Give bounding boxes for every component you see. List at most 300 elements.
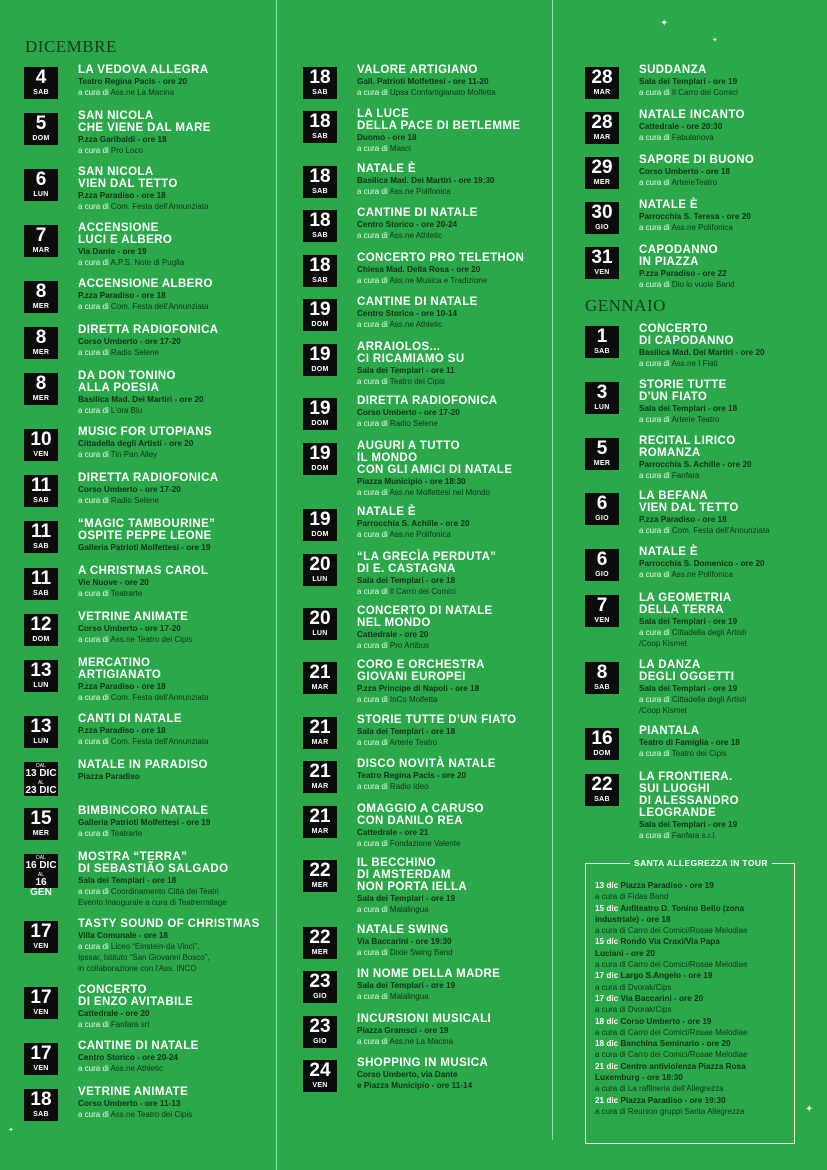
event-body bbox=[357, 968, 563, 1002]
date-day: 18 bbox=[309, 67, 331, 88]
date-weekday: MER bbox=[32, 395, 50, 403]
date-weekday: MAR bbox=[593, 134, 611, 141]
curator-name: Cittadella degli Artisti bbox=[671, 694, 747, 704]
event-title: NATALE IN PARADISO bbox=[78, 758, 208, 771]
curator-name: Pro Loco bbox=[110, 146, 143, 156]
event-place: Sala dei Templari - ore 19 bbox=[357, 894, 456, 904]
event-body bbox=[357, 714, 563, 748]
curator-name: Teatro dei Cipis bbox=[389, 376, 445, 386]
curator-name: Ass.ne Musica e Tradizione bbox=[389, 275, 488, 285]
tour-curator bbox=[595, 959, 788, 970]
event-body bbox=[357, 758, 563, 792]
tour-curator bbox=[595, 1083, 788, 1094]
event-curator bbox=[78, 588, 284, 599]
event-curator bbox=[357, 737, 563, 748]
date-day: 19 bbox=[309, 509, 331, 531]
date-day: 3 bbox=[596, 381, 608, 403]
curator-name: Ass.ne Athletic bbox=[389, 231, 442, 241]
curator-prefix: a cura di bbox=[595, 1084, 626, 1094]
curator-name: Com. Festa dell'Annunziata bbox=[110, 202, 209, 212]
event-note: Evento Inaugurale a cura di Teatrermitage bbox=[78, 897, 227, 907]
curator-prefix: a cura di bbox=[78, 258, 109, 268]
event-curator bbox=[357, 87, 563, 98]
curator-prefix: a cura di bbox=[357, 231, 388, 241]
curator-name: ArterieTeatro bbox=[671, 178, 718, 187]
date-weekday: SAB bbox=[594, 348, 610, 355]
curator-prefix: a cura di bbox=[357, 640, 388, 650]
date-weekday: SAB bbox=[33, 89, 49, 96]
curator-prefix: a cura di bbox=[639, 694, 670, 704]
event-title: DI ALESSANDRO bbox=[639, 795, 739, 807]
date-box bbox=[303, 860, 337, 892]
curator-prefix: a cura di bbox=[357, 947, 388, 957]
event-title: CANTINE DI NATALE bbox=[357, 296, 478, 309]
curator-name: Ass.ne Polifonica bbox=[389, 530, 451, 540]
curator-name: Fanfara bbox=[671, 470, 700, 480]
date-weekday: VEN bbox=[33, 451, 49, 459]
curator-name: Malalingua bbox=[389, 905, 429, 915]
tour-date: 17 dic bbox=[595, 971, 619, 981]
date-box bbox=[585, 549, 619, 581]
curator-name: Com. Festa dell'Annunziata bbox=[110, 302, 209, 312]
event-body bbox=[639, 435, 827, 481]
event-title: LA LUCE bbox=[357, 108, 410, 121]
event-body bbox=[357, 207, 563, 241]
event-curator bbox=[78, 941, 284, 952]
curator-prefix: a cura di bbox=[357, 275, 388, 285]
date-day: 17 bbox=[30, 1042, 52, 1064]
date-box bbox=[303, 443, 337, 475]
date-box bbox=[24, 854, 58, 898]
curator-name: Com. Festa dell'Annunziata bbox=[671, 526, 770, 536]
event-body bbox=[78, 110, 284, 156]
date-day: 17 bbox=[30, 920, 52, 942]
date-weekday: GIO bbox=[595, 571, 609, 578]
event-title: ARRAIOLOS... bbox=[357, 340, 441, 353]
date-day: 8 bbox=[596, 661, 608, 683]
curator-prefix: a cura di bbox=[639, 831, 670, 840]
curator-prefix: a cura di bbox=[357, 320, 388, 330]
event-body bbox=[78, 611, 284, 645]
event-curator bbox=[357, 991, 563, 1002]
event-title: DI E. CASTAGNA bbox=[357, 562, 456, 575]
event-place: Teatro di Famiglia - ore 18 bbox=[639, 738, 740, 748]
event-curator bbox=[357, 781, 563, 792]
event-body bbox=[78, 324, 284, 358]
date-weekday: VEN bbox=[33, 942, 49, 950]
curator-prefix: a cura di bbox=[595, 982, 626, 992]
date-day: 11 bbox=[30, 521, 52, 543]
event-title: NATALE SWING bbox=[357, 923, 449, 936]
event-place: Sala dei Templari - ore 19 bbox=[639, 77, 738, 86]
curator-name: Fabulanova bbox=[671, 133, 714, 142]
date-box bbox=[24, 1089, 58, 1121]
event-place: Corso Umberto - ore 18 bbox=[639, 167, 730, 176]
event-note: /Coop Kismet bbox=[639, 705, 688, 715]
date-day: 28 bbox=[591, 112, 613, 133]
curator-name: Teatrarte bbox=[110, 588, 143, 598]
event-title: CHE VIENE DAL MARE bbox=[78, 122, 211, 135]
date-box bbox=[24, 660, 58, 692]
curator-prefix: a cura di bbox=[78, 302, 109, 312]
tour-line bbox=[595, 903, 788, 914]
curator-name: Ass.ne Athletic bbox=[389, 320, 442, 330]
date-box bbox=[24, 475, 58, 507]
date-day: 7 bbox=[35, 225, 47, 247]
event-curator bbox=[639, 830, 827, 841]
date-day: 21 bbox=[309, 805, 331, 827]
tour-date: 17 dic bbox=[595, 993, 619, 1003]
date-box bbox=[303, 1016, 337, 1048]
tour-curator bbox=[595, 1049, 788, 1060]
tour-date: 21 dic bbox=[595, 1061, 619, 1071]
date-weekday: MER bbox=[32, 303, 50, 311]
tour-line bbox=[595, 1061, 788, 1072]
event-curator bbox=[639, 414, 827, 425]
curator-prefix: a cura di bbox=[639, 178, 670, 187]
event-place: Sala dei Templari - ore 19 bbox=[639, 683, 738, 693]
event-title: NATALE È bbox=[639, 546, 698, 558]
curator-prefix: a cura di bbox=[78, 1063, 109, 1073]
event-title: CONCERTO bbox=[78, 983, 147, 996]
event-curator bbox=[357, 838, 563, 849]
month-heading-january: GENNAIO bbox=[585, 296, 666, 315]
event-place: Corso Umberto - ore 17-20 bbox=[78, 623, 181, 633]
event-place: Piazza Paradiso bbox=[78, 771, 140, 781]
date-box bbox=[303, 971, 337, 1003]
event-title: LA GEOMETRIA bbox=[639, 591, 732, 604]
event-body bbox=[357, 924, 563, 958]
event-body bbox=[78, 278, 284, 312]
curator-prefix: a cura di bbox=[639, 749, 670, 759]
curator-prefix: a cura di bbox=[595, 960, 626, 970]
event-body bbox=[357, 506, 563, 540]
date-box bbox=[24, 921, 58, 953]
date-day: 19 bbox=[309, 299, 331, 321]
date-day: 18 bbox=[309, 165, 331, 187]
event-place: Sala dei Templari - ore 11 bbox=[357, 365, 455, 375]
curator-name: Dio lo vuole Band bbox=[671, 280, 735, 289]
event-body bbox=[78, 166, 284, 212]
tour-box bbox=[585, 858, 795, 1144]
event-place: Via Baccarini - ore 19:30 bbox=[357, 936, 452, 946]
event-body bbox=[78, 805, 284, 839]
event-curator bbox=[357, 418, 563, 429]
tour-title: SANTA ALLEGREZZA IN TOUR bbox=[630, 857, 772, 869]
event-title: BIMBINCORO NATALE bbox=[78, 804, 209, 817]
date-day: 13 bbox=[30, 715, 52, 737]
curator-name: Ass.ne Polifonica bbox=[389, 186, 451, 196]
date-day: 18 bbox=[309, 210, 331, 232]
tour-curator bbox=[595, 982, 788, 993]
event-title: IN NOME DELLA MADRE bbox=[357, 968, 501, 981]
event-title: SAN NICOLA bbox=[78, 166, 154, 179]
month-heading-december: DICEMBRE bbox=[25, 37, 117, 56]
event-place: Corso Umberto - ore 11-13 bbox=[78, 1099, 181, 1108]
curator-prefix: a cura di bbox=[357, 737, 388, 747]
event-title: DISCO NOVITÀ NATALE bbox=[357, 758, 496, 771]
curator-name: Pro Artibus bbox=[389, 640, 430, 650]
curator-name: Ass.ne Polifonica bbox=[671, 223, 733, 232]
curator-prefix: a cura di bbox=[595, 892, 626, 902]
event-curator bbox=[78, 828, 284, 839]
date-day: 29 bbox=[591, 157, 613, 178]
curator-prefix: a cura di bbox=[78, 450, 109, 460]
event-place: e Piazza Municipio - ore 11-14 bbox=[357, 1081, 473, 1090]
event-body bbox=[357, 341, 563, 387]
event-title: NEL MONDO bbox=[357, 616, 431, 629]
event-title: DI ENZO AVITABILE bbox=[78, 995, 194, 1008]
event-curator bbox=[357, 586, 563, 597]
event-title: DELLA TERRA bbox=[639, 603, 725, 616]
event-place: P.zza Paradiso - ore 18 bbox=[78, 681, 166, 691]
curator-prefix: a cura di bbox=[78, 1019, 109, 1029]
date-range-to-label: AL bbox=[37, 871, 45, 878]
curator-prefix: a cura di bbox=[78, 692, 109, 702]
tour-line bbox=[595, 1095, 788, 1106]
event-title: NATALE INCANTO bbox=[639, 109, 745, 121]
date-weekday: DOM bbox=[311, 464, 329, 472]
event-place: Basilica Mad. Dei Martiri - ore 20 bbox=[78, 395, 204, 405]
curator-prefix: a cura di bbox=[357, 88, 388, 97]
date-weekday: VEN bbox=[33, 1064, 49, 1072]
event-body bbox=[78, 657, 284, 703]
date-range-start: 16 DIC bbox=[25, 859, 57, 871]
curator-name: Com. Festa dell'Annunziata bbox=[110, 736, 209, 746]
curator-prefix: a cura di bbox=[78, 588, 109, 598]
event-place: Vie Nuove - ore 20 bbox=[78, 577, 149, 587]
tour-curator bbox=[595, 1027, 788, 1038]
date-day: 18 bbox=[30, 1089, 52, 1110]
date-weekday: GIO bbox=[313, 1037, 327, 1045]
tour-list bbox=[586, 880, 788, 1117]
event-title: VIEN DAL TETTO bbox=[639, 502, 739, 515]
event-note: in collaborazione con l'Ass. INCO bbox=[78, 963, 197, 973]
date-box bbox=[303, 927, 337, 959]
curator-prefix: a cura di bbox=[78, 88, 109, 97]
event-place: P.zza Paradiso - ore 18 bbox=[78, 191, 166, 201]
event-curator bbox=[639, 470, 827, 481]
date-weekday: DOM bbox=[311, 365, 329, 373]
event-curator bbox=[639, 694, 827, 705]
event-place: Piazza Gramsci - ore 19 bbox=[357, 1025, 449, 1035]
event-place: Cattedrale - ore 20 bbox=[357, 629, 429, 639]
date-weekday: DOM bbox=[311, 420, 329, 428]
date-day: 13 bbox=[30, 659, 52, 681]
curator-prefix: a cura di bbox=[78, 348, 109, 358]
event-title: MUSIC FOR UTOPIANS bbox=[78, 426, 213, 439]
curator-prefix: a cura di bbox=[357, 695, 388, 705]
curator-name: Ass.ne La Macina bbox=[110, 88, 175, 97]
event-title: RECITAL LIRICO bbox=[639, 434, 736, 447]
curator-name: Radio Selene bbox=[110, 348, 159, 358]
date-day: 8 bbox=[35, 327, 47, 349]
date-day: 10 bbox=[30, 429, 52, 451]
date-box bbox=[585, 595, 619, 627]
event-title: SAPORE DI BUONO bbox=[639, 154, 755, 166]
event-place: Corso Umberto, via Dante bbox=[357, 1070, 458, 1079]
date-day: 17 bbox=[30, 986, 52, 1008]
event-place: Centro Storico - ore 20-24 bbox=[78, 1052, 179, 1062]
curator-name: Arterie Teatro bbox=[389, 737, 438, 747]
date-weekday: GIO bbox=[595, 224, 609, 231]
event-title: IN PIAZZA bbox=[639, 256, 699, 268]
curator-prefix: a cura di bbox=[357, 1036, 388, 1046]
date-day: 6 bbox=[35, 169, 47, 191]
event-title: CONCERTO DI NATALE bbox=[357, 604, 493, 617]
event-body bbox=[639, 592, 827, 649]
date-box bbox=[24, 762, 58, 796]
event-body bbox=[78, 565, 284, 599]
event-title: OSPITE PEPPE LEONE bbox=[78, 530, 212, 543]
event-curator bbox=[78, 886, 284, 897]
event-place: Basilica Mad. Dei Martiri - ore 20 bbox=[639, 348, 765, 357]
event-place: Parrocchia S. Teresa - ore 20 bbox=[639, 212, 751, 221]
event-curator bbox=[357, 640, 563, 651]
date-box bbox=[585, 202, 619, 234]
event-body bbox=[78, 222, 284, 268]
date-weekday: MER bbox=[32, 349, 50, 357]
event-body bbox=[78, 713, 284, 747]
date-weekday: MER bbox=[593, 179, 611, 186]
event-title: SAN NICOLA bbox=[78, 110, 154, 123]
tour-place: Largo S.Angelo - ore 19 bbox=[620, 971, 713, 981]
event-place: Sala dei Templari - ore 19 bbox=[639, 820, 738, 829]
event-title: DA DON TONINO bbox=[78, 370, 176, 383]
date-day: 22 bbox=[309, 926, 331, 948]
date-box bbox=[585, 157, 619, 189]
curator-name: Carro dei Comici/Rosae Melodiae bbox=[627, 926, 748, 936]
date-day: 20 bbox=[309, 553, 331, 575]
date-box bbox=[585, 662, 619, 694]
date-box bbox=[585, 774, 619, 806]
event-place: Gall. Patrioti Molfettesi - ore 11-20 bbox=[357, 77, 489, 86]
curator-prefix: a cura di bbox=[78, 146, 109, 156]
date-box bbox=[24, 429, 58, 461]
event-place: Cattedrale - ore 20:30 bbox=[639, 122, 723, 131]
date-box bbox=[585, 112, 619, 144]
curator-prefix: a cura di bbox=[595, 1106, 626, 1116]
event-curator bbox=[78, 145, 284, 156]
date-day: 5 bbox=[35, 113, 47, 135]
star-decoration: ✦ bbox=[8, 1127, 14, 1134]
date-day: 24 bbox=[309, 1060, 331, 1081]
date-day: 22 bbox=[591, 774, 613, 795]
event-place: Duomo - ore 18 bbox=[357, 133, 417, 143]
date-weekday: LUN bbox=[33, 737, 49, 745]
date-weekday: MER bbox=[311, 948, 329, 956]
event-body bbox=[639, 490, 827, 536]
date-weekday: LUN bbox=[33, 681, 49, 689]
event-body bbox=[357, 252, 563, 286]
event-body bbox=[357, 659, 563, 705]
event-title: AUGURI A TUTTO bbox=[357, 439, 460, 452]
curator-name: Liceo “Einstein-da Vinci”, bbox=[110, 941, 200, 951]
event-body bbox=[357, 296, 563, 330]
event-title: CORO E ORCHESTRA bbox=[357, 659, 485, 672]
date-weekday: VEN bbox=[594, 269, 610, 276]
curator-name: Reunion gruppi Santa Allegrezza bbox=[627, 1106, 745, 1116]
date-day: 21 bbox=[309, 662, 331, 684]
event-curator bbox=[78, 692, 284, 703]
tour-date: 18 dic bbox=[595, 1016, 619, 1026]
date-box bbox=[24, 67, 58, 99]
event-curator bbox=[78, 87, 284, 98]
event-body bbox=[78, 918, 284, 974]
curator-name: Cittadella degli Artisti bbox=[671, 627, 747, 637]
event-place: P.zza Paradiso - ore 18 bbox=[78, 291, 166, 301]
date-box bbox=[585, 438, 619, 470]
tour-date: 13 dic bbox=[595, 881, 619, 890]
event-body bbox=[78, 851, 284, 908]
date-box bbox=[303, 255, 337, 287]
date-box bbox=[24, 1043, 58, 1075]
event-body bbox=[639, 199, 827, 233]
curator-prefix: a cura di bbox=[639, 223, 670, 232]
tour-place: Rondò Via Craxi/Via Papa bbox=[620, 937, 720, 947]
curator-prefix: a cura di bbox=[78, 736, 109, 746]
event-place: Galleria Patrioti Molfettesi - ore 19 bbox=[78, 543, 211, 553]
event-title: ACCENSIONE bbox=[78, 222, 159, 235]
date-weekday: MAR bbox=[311, 738, 329, 746]
curator-prefix: a cura di bbox=[357, 487, 388, 497]
event-body bbox=[357, 163, 563, 197]
date-box bbox=[303, 398, 337, 430]
event-body bbox=[78, 759, 284, 782]
date-range-start: 13 DIC bbox=[25, 767, 57, 779]
date-box bbox=[585, 382, 619, 414]
tour-line bbox=[595, 1016, 788, 1027]
date-weekday: VEN bbox=[33, 1008, 49, 1016]
date-weekday: SAB bbox=[33, 1111, 49, 1118]
event-curator bbox=[357, 694, 563, 705]
event-title: VALORE ARTIGIANO bbox=[357, 64, 478, 76]
event-curator bbox=[639, 222, 827, 233]
date-box bbox=[24, 716, 58, 748]
date-box bbox=[24, 614, 58, 646]
event-body bbox=[357, 1057, 563, 1091]
curator-prefix: a cura di bbox=[639, 470, 670, 480]
date-weekday: MER bbox=[311, 882, 329, 890]
date-range-end: 23 DIC bbox=[25, 784, 57, 796]
date-weekday: LUN bbox=[312, 575, 328, 583]
event-place: Sala dei Templari - ore 18 bbox=[357, 726, 456, 736]
curator-name: Teatro dei Cipis bbox=[671, 749, 727, 759]
date-box bbox=[303, 717, 337, 749]
curator-prefix: a cura di bbox=[78, 886, 109, 896]
event-title: MOSTRA “TERRA” bbox=[78, 850, 188, 863]
curator-name: Fanfara srl bbox=[110, 1019, 150, 1029]
event-title: CON DANILO REA bbox=[357, 814, 463, 827]
curator-prefix: a cura di bbox=[639, 88, 670, 97]
event-title: VIEN DAL TETTO bbox=[78, 178, 178, 191]
event-place: Sala dei Templari - ore 18 bbox=[639, 403, 738, 413]
curator-name: Fondazione Valente bbox=[389, 838, 461, 848]
tour-place: industriale) - ore 18 bbox=[595, 914, 671, 924]
event-body bbox=[78, 984, 284, 1030]
event-place: Corso Umberto - ore 17-20 bbox=[357, 408, 460, 418]
event-place: Centro Storico - ore 10-14 bbox=[357, 309, 458, 319]
curator-prefix: a cura di bbox=[639, 570, 670, 579]
curator-prefix: a cura di bbox=[357, 144, 388, 154]
event-body bbox=[78, 1086, 284, 1120]
tour-place: Corso Umberto - ore 19 bbox=[620, 1016, 712, 1026]
event-title: DEGLI OGGETTI bbox=[639, 670, 735, 683]
event-title: D'UN FIATO bbox=[639, 390, 708, 403]
tour-line bbox=[595, 1072, 788, 1083]
tour-place: Piazza Paradiso - ore 19:30 bbox=[620, 1095, 726, 1105]
curator-name: Ass.ne Athletic bbox=[110, 1063, 163, 1073]
